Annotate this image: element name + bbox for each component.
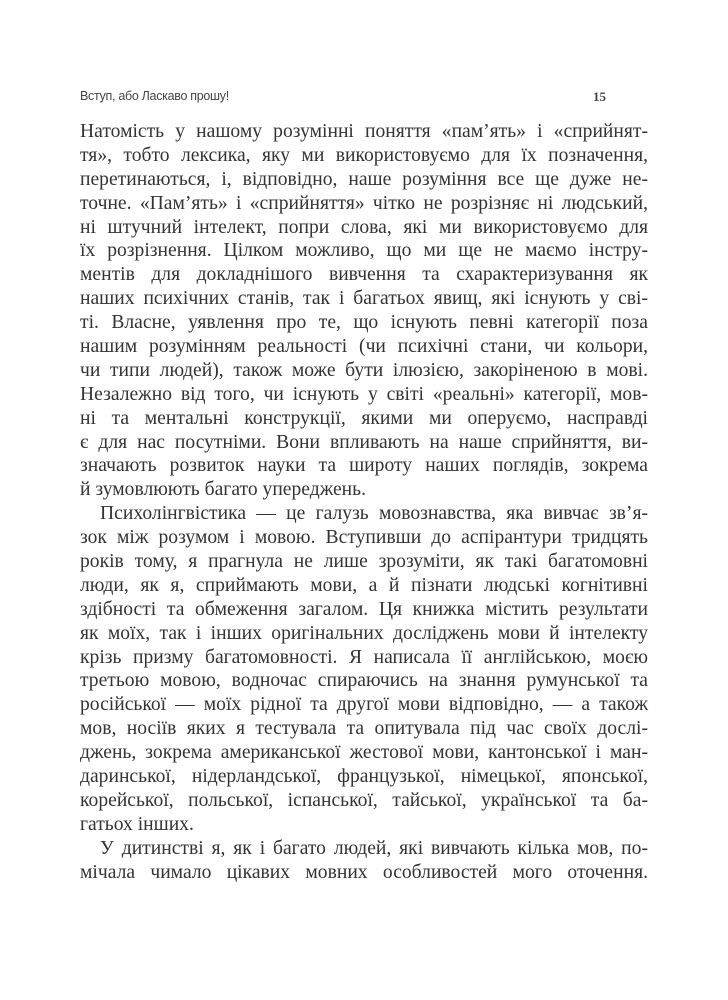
text-line: нашим розумінням реальності (чи психічні стани, чи кольори, [80, 336, 648, 358]
running-header [80, 89, 606, 107]
text-line: Незалежно від того, чи існують у світі «реальні» категорії, мов- [80, 383, 648, 405]
text-line: є для нас посутніми. Вони впливають на наше сприйняття, ви- [80, 431, 648, 453]
text-line: їх розрізнення. Цілком можливо, що ми ще не маємо інстру- [80, 240, 648, 262]
page-number: 15 [593, 89, 606, 104]
text-line: ні та ментальні конструкції, якими ми оперуємо, насправді [80, 407, 648, 429]
text-line: мов, носіїв яких я тестувала та опитувала під час своїх дослі- [80, 718, 648, 740]
text-line: джень, зокрема американської жестової мови, кантонської і ман- [80, 742, 648, 764]
text-line: й зумовлюють багато упереджень. [80, 479, 367, 501]
text-line: крізь призму багатомовності. Я написала її англійською, моєю [80, 646, 648, 668]
text-line: тя», тобто лексика, яку ми використовуємо для їх позначення, [80, 144, 648, 166]
text-line: люди, як я, сприймають мови, а й пізнати людські когнітивні [80, 574, 648, 596]
body-text [80, 120, 648, 885]
text-line: перетинаються, і, відповідно, наше розуміння все ще дуже не- [80, 168, 648, 190]
text-line: Натомість у нашому розумінні поняття «пам’ять» і «сприйнят- [80, 121, 648, 142]
text-line: російської — моїх рідної та другої мови відповідно, — а також [80, 694, 648, 716]
text-line: корейської, польської, іспанської, тайської, української та ба- [80, 789, 648, 811]
text-line: точне. «Пам’ять» і «сприйняття» чітко не розрізняє ні людський, [80, 192, 648, 214]
text-line: даринської, нідерландської, французької, німецької, японської, [80, 766, 648, 788]
text-line: як моїх, так і інших оригінальних досліджень мови й інтелекту [80, 622, 648, 644]
text-line: ні штучний інтелект, попри слова, які ми використовуємо для [80, 216, 648, 238]
text-line: ті. Власне, уявлення про те, що існують певні категорії поза [80, 312, 648, 334]
paragraph [80, 502, 648, 836]
text-line: гатьох інших. [80, 813, 194, 835]
text-line: наших психічних станів, так і багатьох явищ, які існують у сві- [80, 288, 648, 310]
text-line: зок між розумом і мовою. Вступивши до аспірантури тридцять [80, 527, 648, 549]
paragraph [80, 120, 648, 502]
text-line: здібності та обмеження загалом. Ця книжка містить результати [80, 598, 648, 620]
text-line: ментів для докладнішого вивчення та схарактеризування як [80, 264, 648, 286]
running-title: Вступ, або Ласкаво прошу! [80, 89, 229, 103]
text-line: років тому, я прагнула не лише зрозуміти, як такі багатомовні [80, 551, 648, 573]
text-line: Психолінгвістика — це галузь мовознавства, яка вивчає зв’я- [100, 503, 648, 525]
text-line: значають розвиток науки та широту наших поглядів, зокрема [80, 455, 648, 477]
text-line: мічала чимало цікавих мовних особливостей мого оточення. [80, 861, 648, 883]
text-line: чи типи людей), також може бути ілюзією, закоріненою в мові. [80, 359, 648, 381]
text-line: У дитинстві я, як і багато людей, які вивчають кілька мов, по- [100, 837, 648, 859]
text-line: третьою мовою, водночас спираючись на знання румунської та [80, 670, 648, 692]
paragraph [80, 837, 648, 885]
